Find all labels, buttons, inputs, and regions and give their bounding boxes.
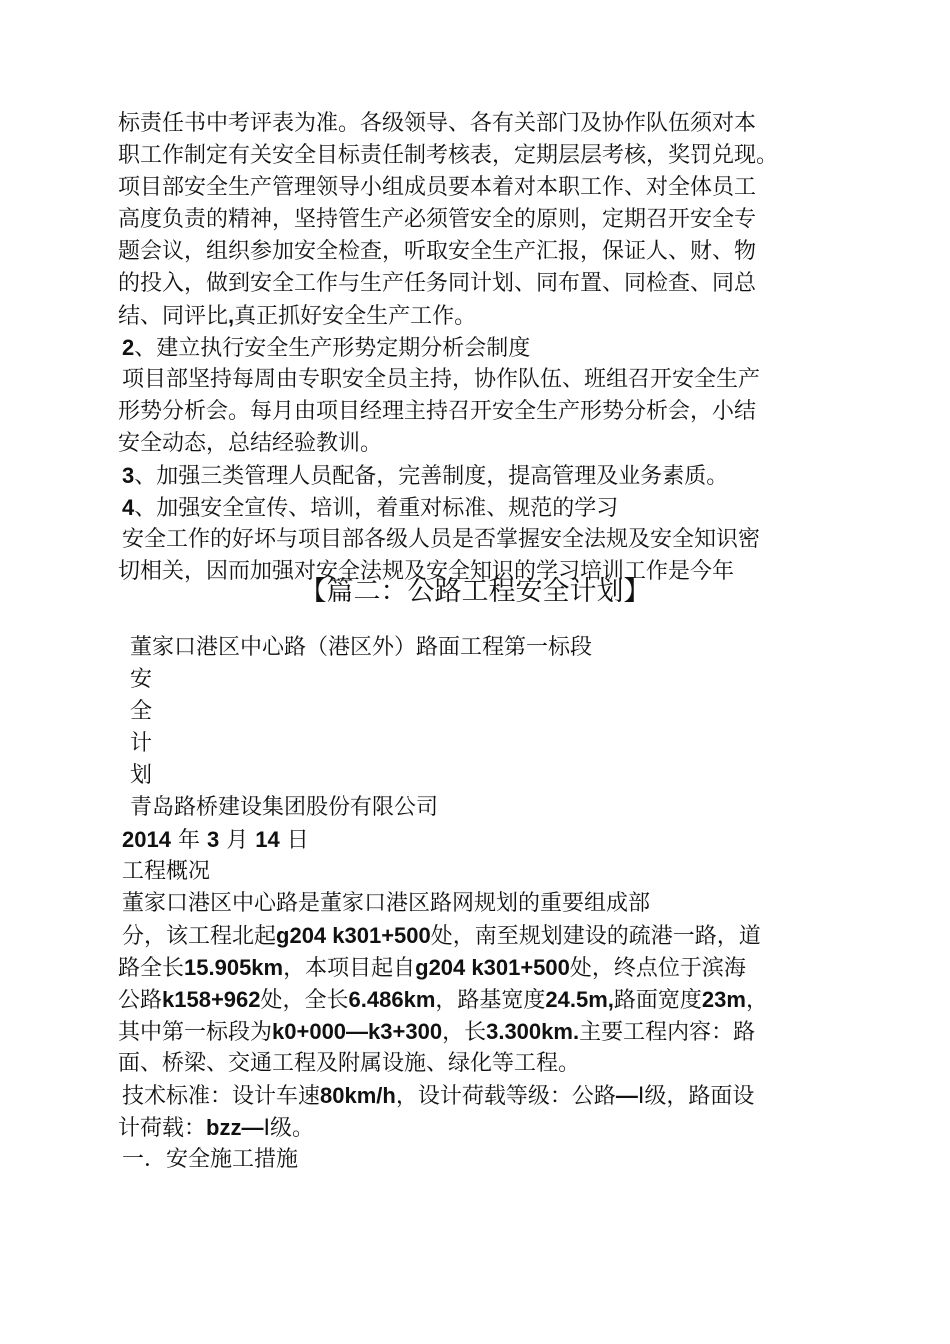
text-run: Ⅰ级，路面设 [637,1084,755,1109]
text-run-bold: g204 k301+500 [276,923,431,948]
text-run: 分，该工程北起 [122,924,277,949]
paragraph-line [122,920,761,952]
paragraph-line: 形势分析会。每月由项目经理主持召开安全生产形势分析会，小结 [118,399,757,424]
date-month: 3 [206,827,220,852]
text-run-bold: bzz— [206,1115,264,1140]
item-text: 、建立执行安全生产形势定期分析会制度 [134,336,531,361]
item-number: 2 [122,335,135,360]
paragraph-line: 的投入，做到安全工作与生产任务同计划、同布置、同检查、同总 [118,271,757,296]
section-heading: 【篇二：公路工程安全计划】 [299,576,651,607]
text-run: ，路基宽度 [435,988,546,1013]
date-day: 14 [255,827,280,852]
text-run: 公路 [118,988,163,1013]
text-run: ，长 [442,1020,487,1045]
date-unit: 年 [177,828,200,853]
text-run-bold: 23m [701,987,746,1012]
item-text: 、加强三类管理人员配备，完善制度，提高管理及业务素质。 [134,464,729,489]
text-run-bold: k0+000—k3+300 [272,1019,443,1044]
subsection-heading: 一．安全施工措施 [122,1147,299,1172]
text-run: ， [745,988,768,1013]
text-run-bold: 15.905km [184,955,284,980]
document-date [122,824,309,856]
paragraph-line [118,1112,314,1144]
paragraph-line [118,300,476,332]
date-year: 2014 [122,827,171,852]
text-run: 真正抓好安全生产工作。 [234,304,477,329]
text-run-bold: g204 k301+500 [415,955,570,980]
list-item-heading [122,460,728,492]
paragraph-line: 项目部坚持每周由专职安全员主持，协作队伍、班组召开安全生产 [122,367,761,392]
text-run: 处，终点位于滨海 [569,956,746,981]
text-run-bold: , [228,303,235,328]
vertical-title-char: 划 [130,763,153,788]
text-run: 结、同评比 [118,304,229,329]
paragraph-line: 安全动态，总结经验教训。 [118,431,383,456]
text-run: 其中第一标段为 [118,1020,273,1045]
vertical-title-char: 安 [130,667,153,692]
text-run: 计荷载： [118,1116,207,1141]
list-item-heading [122,332,530,364]
paragraph-line: 题会议，组织参加安全检查，听取安全生产汇报，保证人、财、物 [118,239,757,264]
item-number: 3 [122,463,135,488]
overview-title: 工程概况 [122,859,211,884]
item-text: 、加强安全宣传、培训，着重对标准、规范的学习 [134,496,619,521]
vertical-title-char: 全 [130,699,153,724]
text-run: 处，全长 [260,988,349,1013]
paragraph-line: 项目部安全生产管理领导小组成员要本着对本职工作、对全体员工 [118,175,757,200]
text-run: ，本项目起自 [283,956,416,981]
text-run-bold: 6.486km [348,987,436,1012]
text-run: 处，南至规划建设的疏港一路，道 [430,924,761,949]
text-run-bold: — [615,1083,638,1108]
text-run: Ⅰ级。 [263,1116,314,1141]
text-run-bold: 24.5m, [545,987,614,1012]
item-number: 4 [122,495,135,520]
paragraph-line: 董家口港区中心路是董家口港区路网规划的重要组成部 [122,891,651,916]
paragraph-line: 标责任书中考评表为准。各级领导、各有关部门及协作队伍须对本 [118,111,757,136]
text-run: 主要工程内容：路 [579,1020,756,1045]
paragraph-line [118,984,768,1016]
paragraph-line: 切相关，因而加强对安全法规及安全知识的学习培训工作是今年 [118,559,735,584]
text-run: ，设计荷载等级：公路 [395,1084,616,1109]
vertical-title-char: 计 [130,731,153,756]
text-run: 路全长 [118,956,185,981]
paragraph-line [118,1016,755,1048]
paragraph-line: 面、桥梁、交通工程及附属设施、绿化等工程。 [118,1051,581,1076]
paragraph-line [118,952,746,984]
paragraph-line [122,1080,754,1112]
paragraph-line: 高度负责的精神，坚持管生产必须管安全的原则，定期召开安全专 [118,207,757,232]
text-run-bold: 80km/h [320,1083,396,1108]
date-unit: 月 [226,828,249,853]
text-run: 技术标准：设计车速 [122,1084,321,1109]
list-item-heading [122,492,618,524]
company-name: 青岛路桥建设集团股份有限公司 [130,795,439,820]
text-run-bold: 3.300km. [486,1019,580,1044]
date-unit: 日 [286,828,309,853]
paragraph-line: 安全工作的好坏与项目部各级人员是否掌握安全法规及安全知识密 [122,527,761,552]
text-run: 路面宽度 [613,988,702,1013]
text-run-bold: k158+962 [162,987,261,1012]
project-title: 董家口港区中心路（港区外）路面工程第一标段 [130,635,593,660]
paragraph-line: 职工作制定有关安全目标责任制考核表，定期层层考核，奖罚兑现。 [118,143,779,168]
